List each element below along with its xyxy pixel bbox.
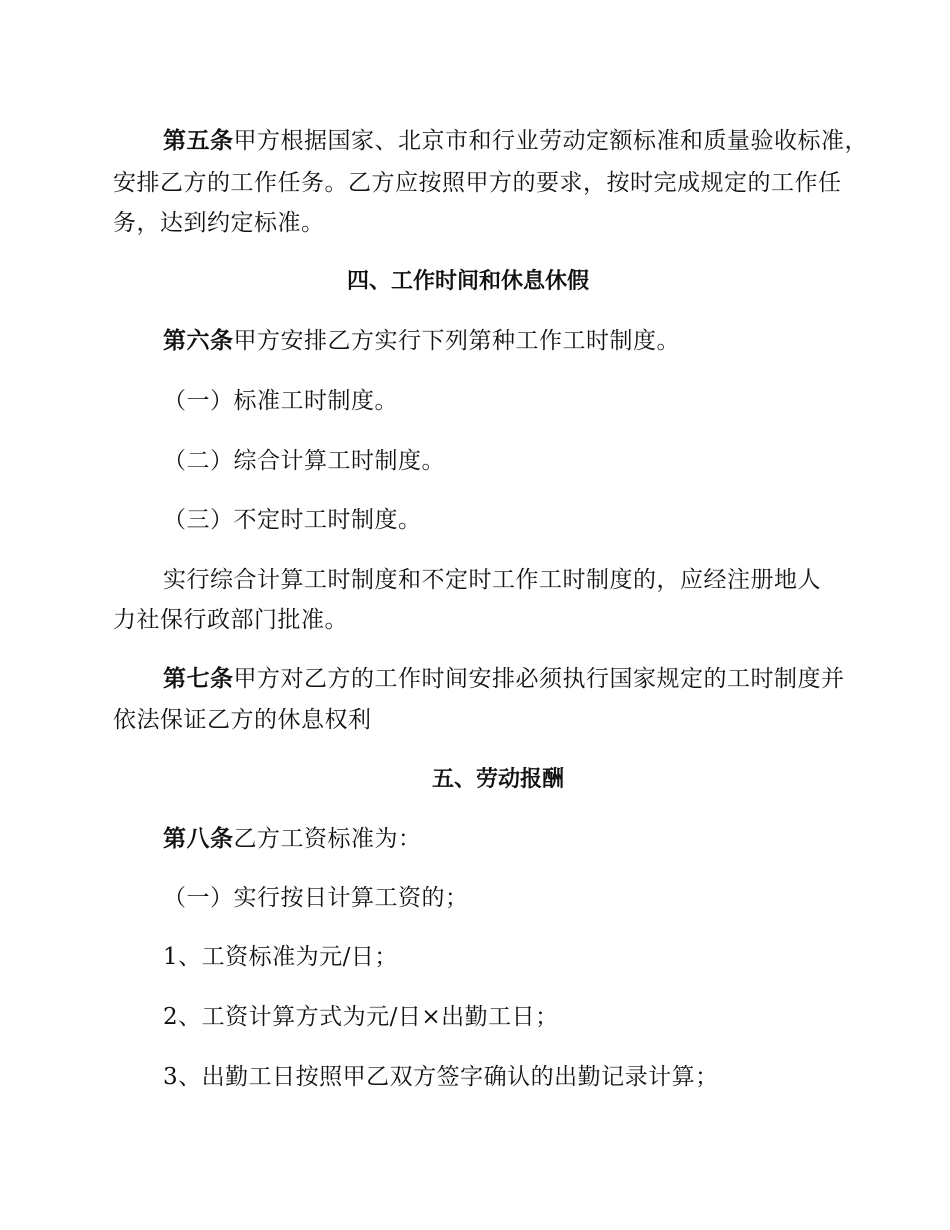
section-4-heading: 四、工作时间和休息休假 bbox=[347, 269, 590, 294]
article-6-label: 第六条 bbox=[163, 328, 234, 354]
article-5-line-1 bbox=[163, 126, 868, 156]
article-8-item-3: 2、工资计算方式为元/日×出勤工日； bbox=[163, 1004, 559, 1030]
article-8-item-2: 1、工资标准为元/日； bbox=[163, 944, 398, 970]
article-6-note-line-1: 实行综合计算工时制度和不定时工作工时制度的，应经注册地人 bbox=[163, 567, 821, 593]
article-6-note-line-2: 力社保行政部门批准。 bbox=[113, 607, 348, 633]
article-8-item-1: （一）实行按日计算工资的； bbox=[163, 885, 469, 911]
article-5-label: 第五条 bbox=[163, 128, 234, 154]
article-8-item-4: 3、出勤工日按照甲乙双方签字确认的出勤记录计算； bbox=[163, 1064, 719, 1090]
article-7-label: 第七条 bbox=[163, 666, 234, 692]
article-7-line-1 bbox=[163, 664, 845, 694]
article-6-text: 甲方安排乙方实行下列第种工作工时制度。 bbox=[233, 328, 680, 354]
article-6-option-1: （一）标准工时制度。 bbox=[163, 388, 398, 414]
article-7-line-2: 依法保证乙方的休息权利 bbox=[113, 707, 372, 733]
article-8-label: 第八条 bbox=[163, 826, 234, 852]
article-5-line-3: 务，达到约定标准。 bbox=[113, 210, 325, 236]
article-6-option-3: （三）不定时工时制度。 bbox=[163, 507, 422, 533]
article-6-option-2: （二）综合计算工时制度。 bbox=[163, 448, 445, 474]
article-7-text-1: 甲方对乙方的工作时间安排必须执行国家规定的工时制度并 bbox=[233, 666, 845, 692]
article-6-line bbox=[163, 326, 680, 356]
article-8-line bbox=[163, 824, 422, 854]
article-5-text-1: 甲方根据国家、北京市和行业劳动定额标准和质量验收标准， bbox=[233, 128, 868, 154]
article-5-line-2: 安排乙方的工作任务。乙方应按照甲方的要求，按时完成规定的工作任 bbox=[113, 170, 842, 196]
article-8-text: 乙方工资标准为： bbox=[233, 826, 422, 852]
section-5-heading: 五、劳动报酬 bbox=[432, 767, 565, 792]
